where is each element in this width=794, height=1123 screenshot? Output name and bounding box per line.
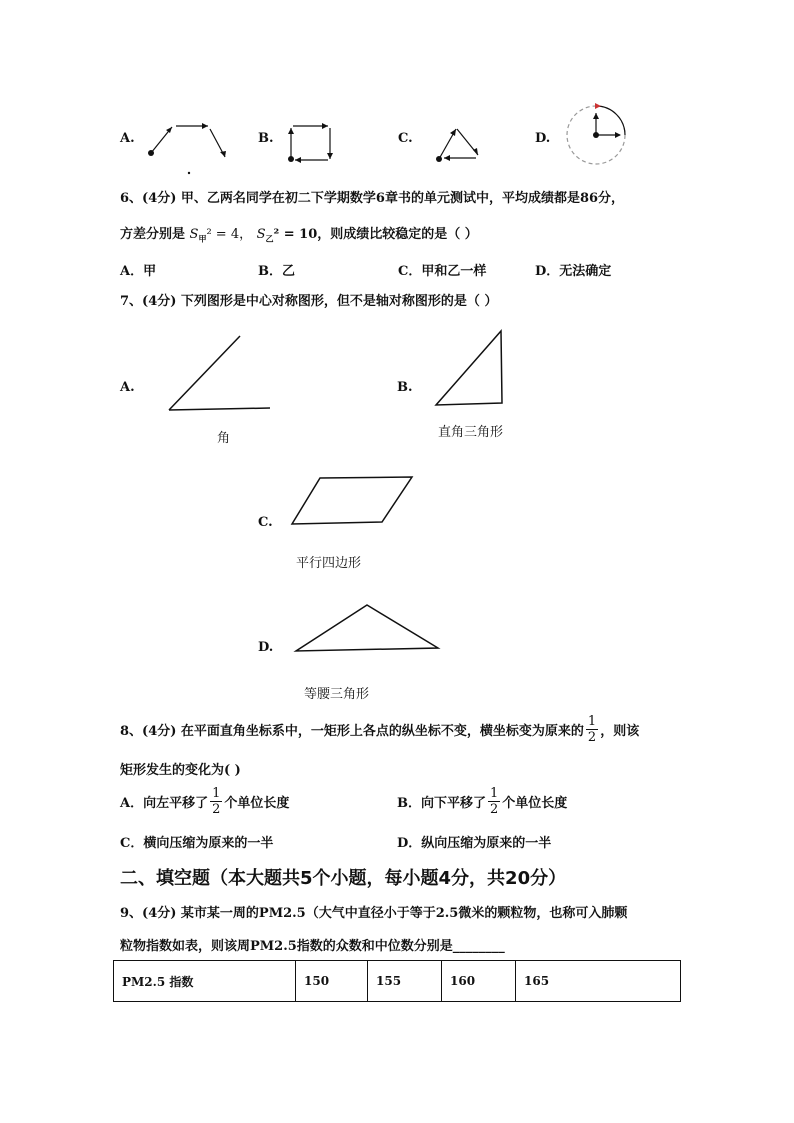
q8-option-a-suffix: 个单位长度 (224, 796, 290, 811)
q9-line2: 粒物指数如表，则该周PM2.5指数的众数和中位数分别是________ (120, 939, 505, 954)
q7-label-a: A. (120, 380, 135, 395)
q8-option-b-prefix: B．向下平移了 (397, 796, 486, 811)
q6-line2 (120, 223, 478, 245)
fraction-denominator: 2 (587, 730, 597, 745)
q7-figure-isosceles-triangle (290, 598, 445, 658)
q8-option-a (120, 786, 289, 817)
q8-option-b-fraction (488, 786, 500, 817)
fraction-denominator: 2 (212, 802, 221, 817)
q5-figure-d (565, 103, 635, 168)
q5-figure-a (140, 115, 240, 175)
q6-line1: 6、(4分) 甲、乙两名同学在初二下学期数学6章书的单元测试中，平均成绩都是86分， (120, 191, 625, 206)
q7-caption-b: 直角三角形 (438, 425, 504, 440)
q6-sub-yi: 乙 (265, 233, 274, 244)
q8-option-a-prefix: A．向左平移了 (120, 796, 209, 811)
q6-s-jia: S (189, 227, 199, 242)
q5-label-c: C. (398, 131, 413, 146)
fraction-numerator: 1 (212, 786, 221, 801)
q5-figure-b (283, 118, 343, 168)
table-row (114, 961, 681, 1002)
table-cell: 155 (368, 961, 442, 1002)
q7-figure-angle (160, 330, 280, 420)
table-cell: 165 (516, 961, 681, 1002)
q5-figure-c (430, 120, 490, 165)
q7-stem: 7、(4分) 下列图形是中心对称图形，但不是轴对称图形的是（ ） (120, 294, 498, 309)
q8-line2: 矩形发生的变化为( ) (120, 763, 241, 778)
q7-caption-a: 角 (217, 431, 231, 446)
q8-option-a-fraction (210, 786, 222, 817)
q5-label-a: A. (120, 131, 135, 146)
q8-option-b-suffix: 个单位长度 (502, 796, 568, 811)
q6-option-a: A．甲 (120, 264, 157, 279)
q6-sub-jia: 甲 (198, 233, 207, 244)
q7-label-c: C. (258, 515, 273, 530)
fraction-numerator: 1 (490, 786, 499, 801)
q8-fraction-half (586, 714, 598, 745)
q6-option-c: C．甲和乙一样 (398, 264, 487, 279)
section-heading: 二、填空题（本大题共5个小题，每小题4分，共20分） (120, 868, 567, 889)
q6-option-d: D．无法确定 (535, 264, 612, 279)
q8-option-d: D．纵向压缩为原来的一半 (397, 836, 552, 851)
q8-line1-text: 8、(4分) 在平面直角坐标系中，一矩形上各点的纵坐标不变，横坐标变为原来的 (120, 724, 584, 739)
q7-label-b: B. (397, 380, 413, 395)
q5-label-d: D. (535, 131, 551, 146)
q7-caption-d: 等腰三角形 (304, 687, 370, 702)
q6-line2-prefix: 方差分别是 (120, 227, 186, 242)
q8-option-c: C．横向压缩为原来的一半 (120, 836, 274, 851)
q8-line1-suffix: ，则该 (600, 724, 640, 739)
table-cell-header: PM2.5 指数 (114, 961, 296, 1002)
q8-line1 (120, 714, 639, 745)
q6-eq-jia: ² = 4， (206, 227, 253, 242)
q6-option-b: B．乙 (258, 264, 295, 279)
q6-s-yi: S (256, 227, 266, 242)
q6-eq-yi: ² = 10，则成绩比较稳定的是（ ） (273, 227, 478, 242)
q7-caption-c: 平行四边形 (296, 556, 362, 571)
q9-line1: 9、(4分) 某市某一周的PM2.5（大气中直径小于等于2.5微米的颗粒物，也称可入肺颗 (120, 906, 628, 921)
fraction-numerator: 1 (587, 714, 597, 729)
q8-option-b (397, 786, 567, 817)
q7-label-d: D. (258, 640, 274, 655)
q5-label-b: B. (258, 131, 274, 146)
table-cell: 160 (442, 961, 516, 1002)
pm25-table (113, 960, 681, 1002)
table-cell: 150 (296, 961, 368, 1002)
fraction-denominator: 2 (490, 802, 499, 817)
q7-figure-right-triangle (430, 325, 510, 410)
q7-figure-parallelogram (285, 470, 420, 530)
